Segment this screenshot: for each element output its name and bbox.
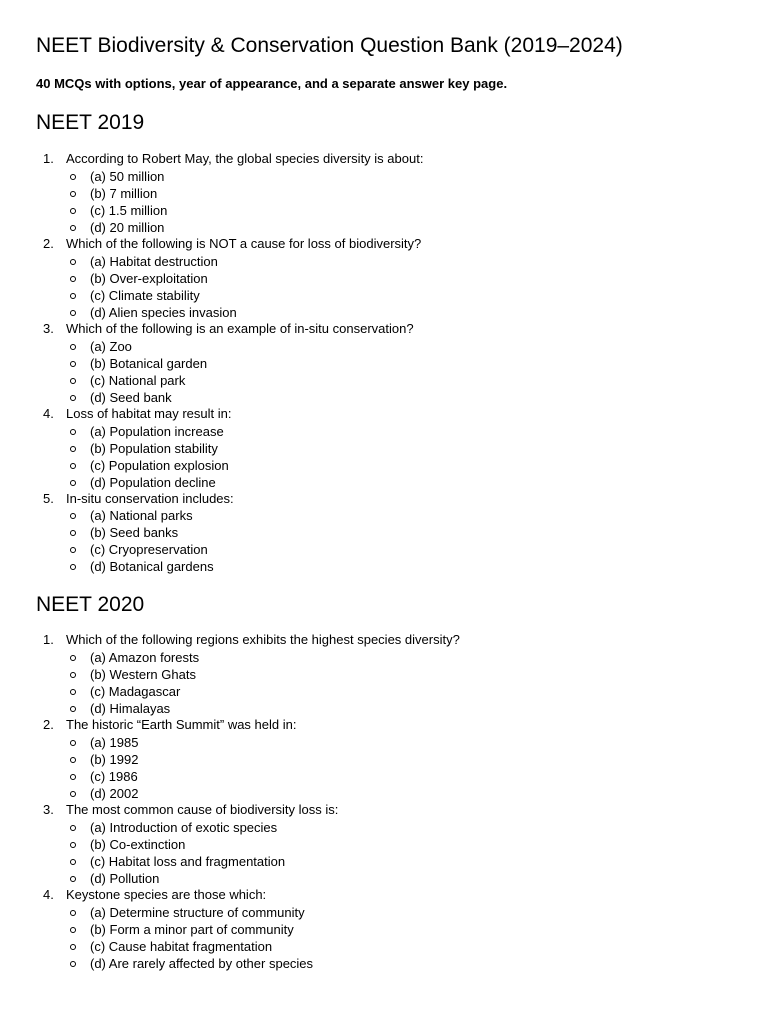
question-item	[0, 321, 768, 406]
question-text: Which of the following is an example of in-situ conservation?	[66, 320, 414, 336]
answer-option	[0, 938, 768, 955]
option-list	[0, 904, 768, 972]
answer-option	[0, 304, 768, 321]
option-text: (b) Botanical garden	[90, 355, 208, 371]
answer-option	[0, 270, 768, 287]
option-text: (a) Determine structure of community	[90, 904, 305, 920]
option-text: (b) Form a minor part of community	[90, 921, 294, 937]
question-number: 4.	[43, 405, 54, 421]
question-text: Loss of habitat may result in:	[66, 405, 232, 421]
option-text: (b) Co-extinction	[90, 836, 186, 852]
option-text: (a) Habitat destruction	[90, 253, 218, 269]
option-text: (a) 1985	[90, 734, 139, 750]
circle-bullet-icon	[70, 259, 76, 265]
answer-option	[0, 768, 768, 785]
circle-bullet-icon	[70, 927, 76, 933]
option-text: (a) National parks	[90, 508, 193, 524]
question-number: 3.	[43, 801, 54, 817]
option-list	[0, 253, 768, 321]
circle-bullet-icon	[70, 859, 76, 865]
option-text: (a) Population increase	[90, 423, 224, 439]
circle-bullet-icon	[70, 564, 76, 570]
circle-bullet-icon	[70, 706, 76, 712]
option-text: (c) Population explosion	[90, 457, 229, 473]
option-text: (d) Pollution	[90, 870, 160, 886]
answer-option	[0, 168, 768, 185]
circle-bullet-icon	[70, 944, 76, 950]
section-heading: NEET 2019	[36, 111, 145, 134]
question-text: The historic “Earth Summit” was held in:	[66, 716, 297, 732]
answer-option	[0, 287, 768, 304]
option-list	[0, 338, 768, 406]
option-list	[0, 734, 768, 802]
answer-option	[0, 558, 768, 575]
question-item	[0, 406, 768, 491]
option-text: (b) 1992	[90, 751, 139, 767]
circle-bullet-icon	[70, 513, 76, 519]
circle-bullet-icon	[70, 547, 76, 553]
question-number: 2.	[43, 716, 54, 732]
option-text: (b) 7 million	[90, 185, 158, 201]
question-list	[0, 632, 768, 972]
answer-option	[0, 541, 768, 558]
answer-option	[0, 819, 768, 836]
option-text: (c) Climate stability	[90, 287, 200, 303]
option-text: (b) Seed banks	[90, 525, 179, 541]
circle-bullet-icon	[70, 672, 76, 678]
option-text: (b) Over-exploitation	[90, 270, 208, 286]
circle-bullet-icon	[70, 463, 76, 469]
circle-bullet-icon	[70, 480, 76, 486]
answer-option	[0, 474, 768, 491]
option-text: (c) Madagascar	[90, 683, 181, 699]
answer-option	[0, 683, 768, 700]
circle-bullet-icon	[70, 876, 76, 882]
document-title: NEET Biodiversity & Conservation Question Bank (2019–2024)	[36, 34, 623, 57]
circle-bullet-icon	[70, 174, 76, 180]
circle-bullet-icon	[70, 825, 76, 831]
question-text: Which of the following regions exhibits the highest species diversity?	[66, 632, 460, 647]
answer-option	[0, 785, 768, 802]
question-text: Which of the following is NOT a cause for loss of biodiversity?	[66, 235, 422, 251]
option-text: (c) Habitat loss and fragmentation	[90, 853, 286, 869]
answer-option	[0, 836, 768, 853]
answer-option	[0, 372, 768, 389]
question-item	[0, 632, 768, 717]
option-list	[0, 819, 768, 887]
answer-option	[0, 457, 768, 474]
option-text: (d) 2002	[90, 785, 139, 801]
answer-option	[0, 253, 768, 270]
option-text: (b) Population stability	[90, 440, 218, 456]
answer-option	[0, 870, 768, 887]
question-number: 4.	[43, 886, 54, 902]
circle-bullet-icon	[70, 344, 76, 350]
option-text: (c) 1986	[90, 768, 138, 784]
circle-bullet-icon	[70, 910, 76, 916]
option-text: (a) 50 million	[90, 168, 165, 184]
question-item	[0, 887, 768, 972]
option-text: (d) Are rarely affected by other species	[90, 955, 314, 971]
option-text: (d) Population decline	[90, 474, 216, 490]
option-text: (a) Zoo	[90, 338, 132, 354]
option-text: (c) 1.5 million	[90, 202, 168, 218]
answer-option	[0, 355, 768, 372]
answer-option	[0, 751, 768, 768]
option-text: (d) Himalayas	[90, 700, 171, 716]
circle-bullet-icon	[70, 293, 76, 299]
option-text: (c) Cause habitat fragmentation	[90, 938, 273, 954]
circle-bullet-icon	[70, 276, 76, 282]
option-text: (d) Alien species invasion	[90, 304, 237, 320]
option-list	[0, 507, 768, 575]
question-number: 2.	[43, 235, 54, 251]
circle-bullet-icon	[70, 757, 76, 763]
answer-option	[0, 921, 768, 938]
option-text: (d) Seed bank	[90, 389, 172, 405]
answer-option	[0, 853, 768, 870]
question-item	[0, 236, 768, 321]
circle-bullet-icon	[70, 791, 76, 797]
answer-option	[0, 649, 768, 666]
circle-bullet-icon	[70, 191, 76, 197]
question-number: 1.	[43, 632, 54, 647]
option-text: (c) Cryopreservation	[90, 542, 208, 558]
section-heading: NEET 2020	[36, 593, 145, 616]
document-subtitle: 40 MCQs with options, year of appearance, and a separate answer key page.	[36, 76, 508, 91]
question-number: 3.	[43, 320, 54, 336]
answer-option	[0, 955, 768, 972]
answer-option	[0, 700, 768, 717]
answer-option	[0, 185, 768, 202]
option-text: (d) 20 million	[90, 219, 165, 235]
circle-bullet-icon	[70, 689, 76, 695]
option-text: (b) Western Ghats	[90, 666, 196, 682]
answer-option	[0, 507, 768, 524]
question-item	[0, 717, 768, 802]
circle-bullet-icon	[70, 530, 76, 536]
circle-bullet-icon	[70, 208, 76, 214]
question-text: The most common cause of biodiversity loss is:	[66, 801, 339, 817]
answer-option	[0, 440, 768, 457]
question-text: In-situ conservation includes:	[66, 490, 234, 506]
circle-bullet-icon	[70, 740, 76, 746]
answer-option	[0, 666, 768, 683]
option-list	[0, 423, 768, 491]
question-item	[0, 491, 768, 576]
option-list	[0, 168, 768, 236]
circle-bullet-icon	[70, 774, 76, 780]
option-text: (a) Amazon forests	[90, 649, 200, 665]
circle-bullet-icon	[70, 842, 76, 848]
question-number: 1.	[43, 151, 54, 166]
question-item	[0, 802, 768, 887]
circle-bullet-icon	[70, 361, 76, 367]
question-list	[0, 151, 768, 575]
answer-option	[0, 219, 768, 236]
answer-option	[0, 423, 768, 440]
question-number: 5.	[43, 490, 54, 506]
answer-option	[0, 338, 768, 355]
answer-option	[0, 734, 768, 751]
circle-bullet-icon	[70, 961, 76, 967]
circle-bullet-icon	[70, 429, 76, 435]
circle-bullet-icon	[70, 395, 76, 401]
answer-option	[0, 524, 768, 541]
circle-bullet-icon	[70, 310, 76, 316]
option-text: (d) Botanical gardens	[90, 559, 214, 575]
option-list	[0, 649, 768, 717]
answer-option	[0, 389, 768, 406]
question-text: Keystone species are those which:	[66, 886, 267, 902]
option-text: (c) National park	[90, 372, 186, 388]
question-text: According to Robert May, the global species diversity is about:	[66, 151, 424, 166]
option-text: (a) Introduction of exotic species	[90, 819, 278, 835]
answer-option	[0, 904, 768, 921]
question-item	[0, 151, 768, 236]
circle-bullet-icon	[70, 446, 76, 452]
circle-bullet-icon	[70, 655, 76, 661]
circle-bullet-icon	[70, 378, 76, 384]
circle-bullet-icon	[70, 225, 76, 231]
answer-option	[0, 202, 768, 219]
